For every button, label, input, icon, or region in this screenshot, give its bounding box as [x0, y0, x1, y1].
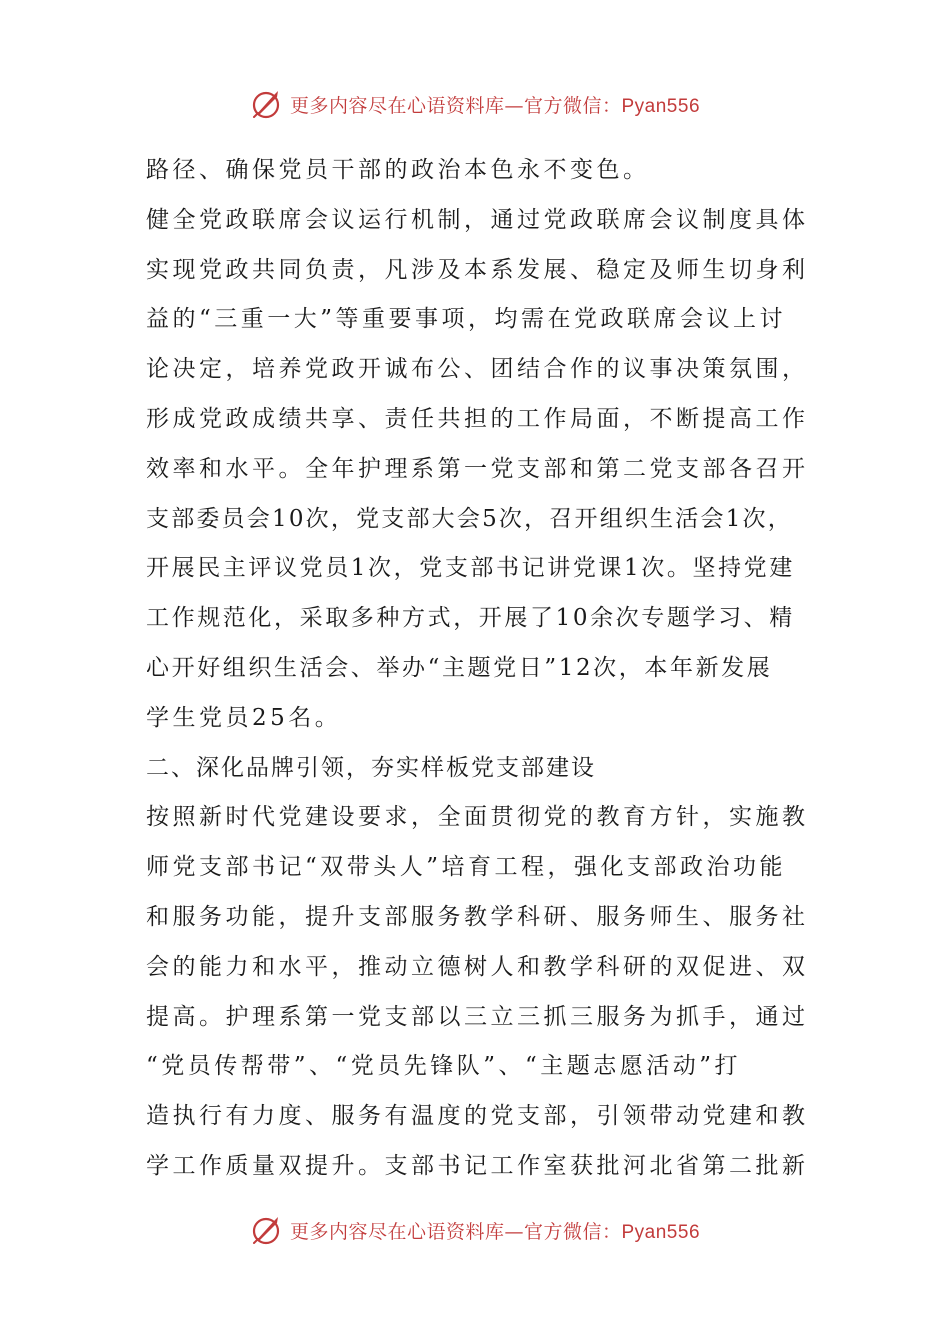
quill-pen-logo-icon — [250, 1213, 284, 1247]
text-line: “党员传帮带”、“党员先锋队”、“主题志愿活动”打 — [146, 1053, 742, 1080]
text-line: 效率和水平。全年护理系第一党支部和第二党支部各召开 — [146, 455, 809, 482]
text-line: 按照新时代党建设要求，全面贯彻党的教育方针，实施教 — [146, 804, 809, 831]
text-line: 路径、确保党员干部的政治本色永不变色。 — [146, 157, 650, 183]
document-body — [146, 146, 814, 1192]
text-line: 实现党政共同负责，凡涉及本系发展、稳定及师生切身利 — [146, 256, 809, 283]
text-line: 造执行有力度、服务有温度的党支部，引领带动党建和教 — [146, 1103, 809, 1130]
text-line: 提高。护理系第一党支部以三立三抓三服务为抓手，通过 — [146, 1003, 809, 1030]
quill-pen-logo-icon — [250, 87, 284, 121]
text-line: 学生党员25名。 — [146, 704, 342, 731]
text-line: 支部委员会10次，党支部大会5次，召开组织生活会1次， — [146, 505, 793, 532]
text-line: 形成党政成绩共享、责任共担的工作局面，不断提高工作 — [146, 405, 809, 432]
text-line: 工作规范化，采取多种方式，开展了10余次专题学习、精 — [146, 605, 795, 632]
text-line: 和服务功能，提升支部服务教学科研、服务师生、服务社 — [146, 903, 809, 930]
text-line: 健全党政联席会议运行机制，通过党政联席会议制度具体 — [146, 206, 809, 233]
header-banner — [0, 84, 950, 124]
text-line: 论决定，培养党政开诚布公、团结合作的议事决策氛围， — [146, 356, 809, 383]
text-line: 益的“三重一大”等重要事项，均需在党政联席会议上讨 — [146, 306, 787, 333]
header-banner-text: 更多内容尽在心语资料库—官方微信：Pyan556 — [289, 94, 701, 117]
text-line: 心开好组织生活会、举办“主题党日”12次，本年新发展 — [146, 654, 773, 681]
text-line: 学工作质量双提升。支部书记工作室获批河北省第二批新 — [146, 1152, 809, 1179]
footer-banner-text: 更多内容尽在心语资料库—官方微信：Pyan556 — [289, 1220, 701, 1243]
footer-wechat-id: Pyan556 — [621, 1221, 701, 1243]
text-line: 开展民主评议党员1次，党支部书记讲党课1次。坚持党建 — [146, 555, 795, 582]
header-wechat-id: Pyan556 — [621, 95, 701, 117]
text-line: 师党支部书记“双带头人”培育工程，强化支部政治功能 — [146, 854, 787, 881]
section-heading: 二、深化品牌引领，夯实样板党支部建设 — [146, 754, 596, 781]
footer-banner — [0, 1210, 950, 1250]
text-line: 会的能力和水平，推动立德树人和教学科研的双促进、双 — [146, 953, 809, 980]
